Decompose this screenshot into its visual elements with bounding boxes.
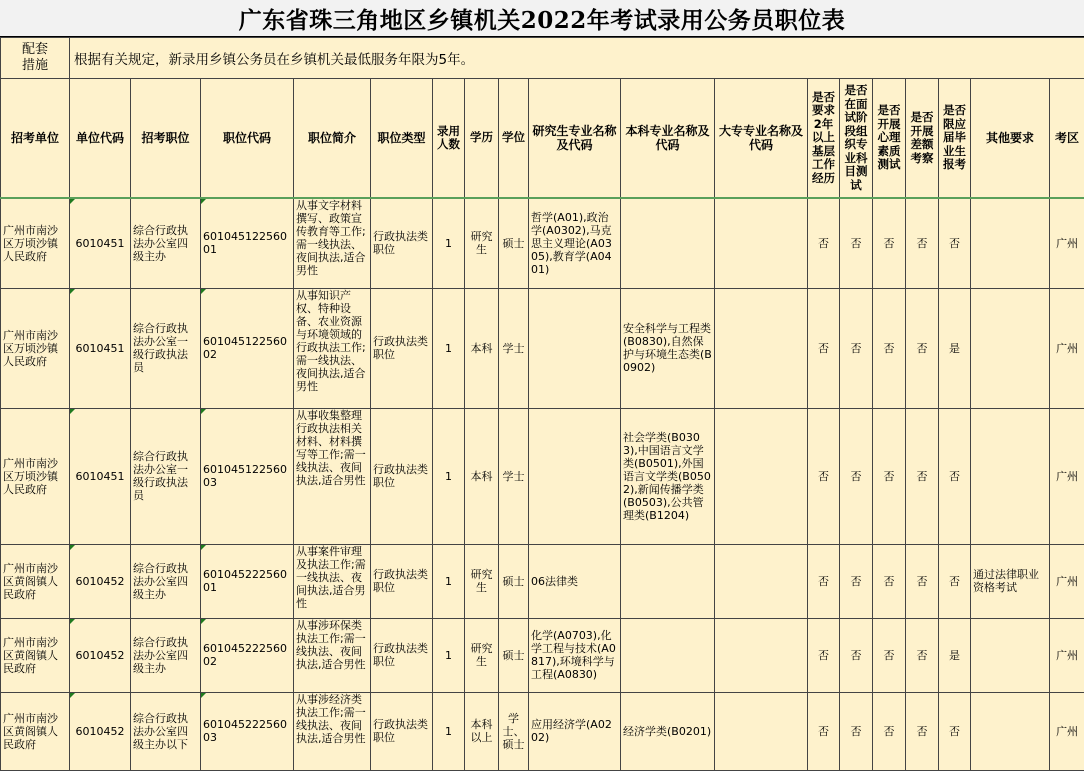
cell-position-code[interactable]: 60104522256003 <box>201 692 294 770</box>
positions-table <box>0 37 1084 771</box>
cell-grad-major[interactable]: 06法律类 <box>529 544 621 618</box>
header-position[interactable]: 招考职位 <box>131 79 201 199</box>
cell-q-diff[interactable]: 否 <box>906 544 939 618</box>
header-position-code[interactable]: 职位代码 <box>201 79 294 199</box>
cell-education[interactable]: 本科以上 <box>465 692 499 770</box>
note-row <box>1 38 1084 79</box>
cell-q-interview[interactable]: 否 <box>840 288 873 408</box>
cell-intro[interactable]: 从事案件审理及执法工作;需一线执法、夜间执法,适合男性 <box>294 544 371 618</box>
cell-position-code[interactable]: 60104512256003 <box>201 408 294 544</box>
cell-unit[interactable]: 广州市南沙区黄阁镇人民政府 <box>1 692 70 770</box>
cell-q-grassroots[interactable]: 否 <box>808 198 840 288</box>
sheet-title: 广东省珠三角地区乡镇机关2022年考试录用公务员职位表 <box>0 0 1084 37</box>
cell-other[interactable]: 通过法律职业资格考试 <box>971 544 1050 618</box>
cell-position[interactable]: 综合行政执法办公室四级主办 <box>131 198 201 288</box>
cell-grad-major[interactable]: 化学(A0703),化学工程与技术(A0817),环境科学与工程(A0830) <box>529 618 621 692</box>
cell-college-major[interactable] <box>715 198 808 288</box>
cell-unit[interactable]: 广州市南沙区万顷沙镇人民政府 <box>1 288 70 408</box>
cell-education[interactable]: 研究生 <box>465 544 499 618</box>
cell-q-interview[interactable]: 否 <box>840 198 873 288</box>
cell-bachelor-major[interactable] <box>621 618 715 692</box>
cell-q-interview[interactable]: 否 <box>840 544 873 618</box>
cell-q-grassroots[interactable]: 否 <box>808 618 840 692</box>
header-q-interview[interactable]: 是否在面试阶段组织专业科目测试 <box>840 79 873 199</box>
cell-count[interactable]: 1 <box>433 288 465 408</box>
cell-count[interactable]: 1 <box>433 198 465 288</box>
cell-degree[interactable]: 学士、硕士 <box>499 692 529 770</box>
cell-bachelor-major[interactable]: 安全科学与工程类(B0830),自然保护与环境生态类(B0902) <box>621 288 715 408</box>
cell-unit-code[interactable]: 6010451 <box>70 198 131 288</box>
cell-position-code[interactable]: 60104522256001 <box>201 544 294 618</box>
cell-intro[interactable]: 从事知识产权、特种设备、农业资源与环境领域的行政执法工作;需一线执法、夜间执法,适合男性 <box>294 288 371 408</box>
note-label-line2: 措施 <box>3 58 67 74</box>
cell-q-diff[interactable]: 否 <box>906 288 939 408</box>
cell-position-code[interactable]: 60104512256002 <box>201 288 294 408</box>
cell-q-fresh[interactable]: 否 <box>939 692 971 770</box>
table-row <box>1 692 1084 770</box>
cell-type[interactable]: 行政执法类职位 <box>371 544 433 618</box>
cell-grad-major[interactable]: 应用经济学(A0202) <box>529 692 621 770</box>
header-type[interactable]: 职位类型 <box>371 79 433 199</box>
cell-type[interactable]: 行政执法类职位 <box>371 288 433 408</box>
cell-unit[interactable]: 广州市南沙区黄阁镇人民政府 <box>1 544 70 618</box>
cell-college-major[interactable] <box>715 288 808 408</box>
cell-bachelor-major[interactable]: 社会学类(B0303),中国语言文学类(B0501),外国语言文学类(B0502),新闻传播学类(B0503),公共管理类(B1204) <box>621 408 715 544</box>
cell-college-major[interactable] <box>715 618 808 692</box>
cell-q-diff[interactable]: 否 <box>906 618 939 692</box>
cell-position[interactable]: 综合行政执法办公室四级主办以下 <box>131 692 201 770</box>
cell-type[interactable]: 行政执法类职位 <box>371 198 433 288</box>
header-count[interactable]: 录用人数 <box>433 79 465 199</box>
cell-count[interactable]: 1 <box>433 408 465 544</box>
table-row <box>1 288 1084 408</box>
note-label-cell[interactable] <box>1 38 70 79</box>
cell-unit-code[interactable]: 6010451 <box>70 288 131 408</box>
cell-degree[interactable]: 学士 <box>499 288 529 408</box>
header-college-major[interactable]: 大专专业名称及代码 <box>715 79 808 199</box>
cell-intro[interactable]: 从事文字材料撰写、政策宣传教育等工作;需一线执法、夜间执法,适合男性 <box>294 198 371 288</box>
cell-q-grassroots[interactable]: 否 <box>808 544 840 618</box>
cell-other[interactable] <box>971 198 1050 288</box>
cell-q-psych[interactable]: 否 <box>873 288 906 408</box>
cell-position[interactable]: 综合行政执法办公室四级主办 <box>131 544 201 618</box>
cell-unit-code[interactable]: 6010452 <box>70 618 131 692</box>
header-degree[interactable]: 学位 <box>499 79 529 199</box>
cell-other[interactable] <box>971 618 1050 692</box>
cell-position[interactable]: 综合行政执法办公室一级行政执法员 <box>131 288 201 408</box>
cell-exam-area[interactable]: 广州 <box>1050 198 1084 288</box>
cell-q-fresh[interactable]: 是 <box>939 288 971 408</box>
cell-unit[interactable]: 广州市南沙区万顷沙镇人民政府 <box>1 408 70 544</box>
cell-q-diff[interactable]: 否 <box>906 408 939 544</box>
cell-count[interactable]: 1 <box>433 618 465 692</box>
header-other[interactable]: 其他要求 <box>971 79 1050 199</box>
cell-q-psych[interactable]: 否 <box>873 618 906 692</box>
table-row <box>1 544 1084 618</box>
cell-q-fresh[interactable]: 是 <box>939 618 971 692</box>
cell-q-fresh[interactable]: 否 <box>939 198 971 288</box>
header-exam-area[interactable]: 考区 <box>1050 79 1084 199</box>
cell-exam-area[interactable]: 广州 <box>1050 544 1084 618</box>
cell-education[interactable]: 本科 <box>465 288 499 408</box>
table-row <box>1 408 1084 544</box>
cell-bachelor-major[interactable] <box>621 198 715 288</box>
cell-unit[interactable]: 广州市南沙区万顷沙镇人民政府 <box>1 198 70 288</box>
header-row <box>1 79 1084 199</box>
cell-q-interview[interactable]: 否 <box>840 692 873 770</box>
cell-position[interactable]: 综合行政执法办公室四级主办 <box>131 618 201 692</box>
cell-type[interactable]: 行政执法类职位 <box>371 618 433 692</box>
cell-degree[interactable]: 硕士 <box>499 544 529 618</box>
cell-grad-major[interactable] <box>529 288 621 408</box>
cell-bachelor-major[interactable]: 经济学类(B0201) <box>621 692 715 770</box>
cell-count[interactable]: 1 <box>433 544 465 618</box>
header-q-fresh[interactable]: 是否限应届毕业生报考 <box>939 79 971 199</box>
header-grad-major[interactable]: 研究生专业名称及代码 <box>529 79 621 199</box>
cell-exam-area[interactable]: 广州 <box>1050 618 1084 692</box>
cell-college-major[interactable] <box>715 544 808 618</box>
cell-q-interview[interactable]: 否 <box>840 408 873 544</box>
header-intro[interactable]: 职位简介 <box>294 79 371 199</box>
cell-exam-area[interactable]: 广州 <box>1050 288 1084 408</box>
header-bachelor-major[interactable]: 本科专业名称及代码 <box>621 79 715 199</box>
cell-intro[interactable]: 从事涉经济类执法工作;需一线执法、夜间执法,适合男性 <box>294 692 371 770</box>
header-q-psych[interactable]: 是否开展心理素质测试 <box>873 79 906 199</box>
cell-education[interactable]: 本科 <box>465 408 499 544</box>
table-row <box>1 618 1084 692</box>
table-row <box>1 198 1084 288</box>
cell-q-interview[interactable]: 否 <box>840 618 873 692</box>
cell-q-diff[interactable]: 否 <box>906 692 939 770</box>
cell-position[interactable]: 综合行政执法办公室一级行政执法员 <box>131 408 201 544</box>
cell-degree[interactable]: 学士 <box>499 408 529 544</box>
cell-education[interactable]: 研究生 <box>465 618 499 692</box>
cell-q-fresh[interactable]: 否 <box>939 408 971 544</box>
cell-education[interactable]: 研究生 <box>465 198 499 288</box>
cell-unit-code[interactable]: 6010452 <box>70 692 131 770</box>
cell-type[interactable]: 行政执法类职位 <box>371 692 433 770</box>
cell-exam-area[interactable]: 广州 <box>1050 408 1084 544</box>
cell-q-fresh[interactable]: 否 <box>939 544 971 618</box>
cell-degree[interactable]: 硕士 <box>499 198 529 288</box>
cell-bachelor-major[interactable] <box>621 544 715 618</box>
header-q-grassroots[interactable]: 是否要求2年以上基层工作经历 <box>808 79 840 199</box>
cell-q-psych[interactable]: 否 <box>873 692 906 770</box>
cell-q-psych[interactable]: 否 <box>873 408 906 544</box>
cell-position-code[interactable]: 60104512256001 <box>201 198 294 288</box>
cell-grad-major[interactable] <box>529 408 621 544</box>
cell-unit[interactable]: 广州市南沙区黄阁镇人民政府 <box>1 618 70 692</box>
header-unit[interactable]: 招考单位 <box>1 79 70 199</box>
cell-intro[interactable]: 从事涉环保类执法工作;需一线执法、夜间执法,适合男性 <box>294 618 371 692</box>
cell-q-grassroots[interactable]: 否 <box>808 692 840 770</box>
header-education[interactable]: 学历 <box>465 79 499 199</box>
header-unit-code[interactable]: 单位代码 <box>70 79 131 199</box>
cell-other[interactable] <box>971 288 1050 408</box>
cell-q-grassroots[interactable]: 否 <box>808 408 840 544</box>
cell-other[interactable] <box>971 692 1050 770</box>
cell-unit-code[interactable]: 6010451 <box>70 408 131 544</box>
cell-position-code[interactable]: 60104522256002 <box>201 618 294 692</box>
cell-exam-area[interactable]: 广州 <box>1050 692 1084 770</box>
cell-unit-code[interactable]: 6010452 <box>70 544 131 618</box>
cell-q-psych[interactable]: 否 <box>873 198 906 288</box>
cell-other[interactable] <box>971 408 1050 544</box>
cell-intro[interactable]: 从事收集整理行政执法相关材料、材料撰写等工作;需一线执法、夜间执法,适合男性 <box>294 408 371 544</box>
cell-grad-major[interactable]: 哲学(A01),政治学(A0302),马克思主义理论(A0305),教育学(A0401) <box>529 198 621 288</box>
cell-q-grassroots[interactable]: 否 <box>808 288 840 408</box>
cell-q-diff[interactable]: 否 <box>906 198 939 288</box>
cell-type[interactable]: 行政执法类职位 <box>371 408 433 544</box>
header-q-diff[interactable]: 是否开展差额考察 <box>906 79 939 199</box>
note-label-line1: 配套 <box>3 42 67 58</box>
cell-count[interactable]: 1 <box>433 692 465 770</box>
cell-degree[interactable]: 硕士 <box>499 618 529 692</box>
cell-q-psych[interactable]: 否 <box>873 544 906 618</box>
cell-college-major[interactable] <box>715 408 808 544</box>
cell-college-major[interactable] <box>715 692 808 770</box>
note-text-cell[interactable]: 根据有关规定，新录用乡镇公务员在乡镇机关最低服务年限为5年。 <box>70 38 1084 79</box>
